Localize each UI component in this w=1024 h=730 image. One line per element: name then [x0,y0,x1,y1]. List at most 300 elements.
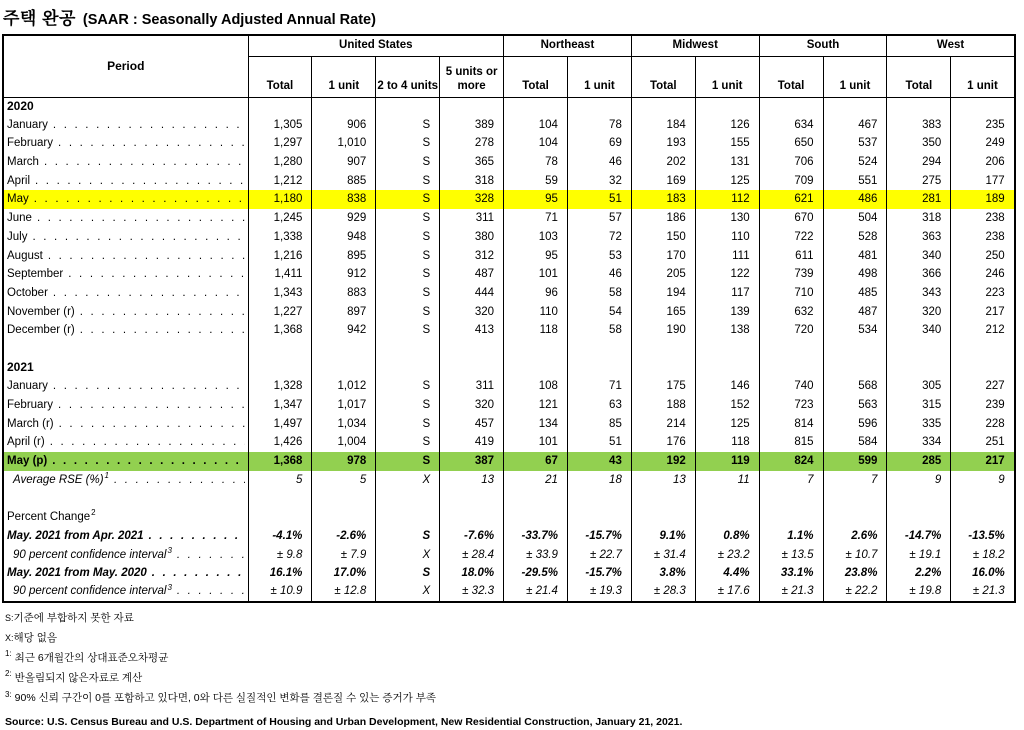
value-cell: 350 [887,134,951,153]
period-label: Average RSE (%)$^1$ [13,470,109,486]
value-cell: 419 [440,433,504,452]
dot-leader [55,399,244,412]
value-cell: ± 19.1 [887,546,951,565]
period-cell [3,153,248,172]
value-cell: 32 [567,172,631,191]
value-cell: S [376,396,440,415]
table-row [3,116,1015,135]
value-cell: 194 [631,284,695,303]
period-cell [3,433,248,452]
period-cell [3,546,248,565]
value-cell: 366 [887,265,951,284]
spacer-row [3,489,1015,508]
value-cell: 2.6% [823,527,887,546]
value-cell: 126 [695,116,759,135]
col-header-ne-total: Total [504,56,568,97]
table-body [3,97,1015,602]
value-cell: -4.1% [248,527,312,546]
value-cell: 63 [567,396,631,415]
value-cell: 343 [887,284,951,303]
footnote-marker: S: [5,612,14,623]
value-cell [567,508,631,527]
value-cell: 7 [823,471,887,490]
value-cell: 51 [567,190,631,209]
footnote-marker: 1 [104,470,109,480]
value-cell: 1,227 [248,303,312,322]
value-cell: 340 [887,247,951,266]
table-row [3,247,1015,266]
value-cell: S [376,172,440,191]
value-cell: 175 [631,377,695,396]
value-cell: 815 [759,433,823,452]
value-cell [567,359,631,378]
col-header-mw-total: Total [631,56,695,97]
value-cell: 1,004 [312,433,376,452]
value-cell: 3.8% [631,564,695,583]
period-label: January [7,118,48,131]
value-cell: 1,368 [248,321,312,340]
value-cell [759,489,823,508]
period-cell [3,190,248,209]
value-cell: 885 [312,172,376,191]
value-cell: 110 [504,303,568,322]
value-cell [887,97,951,116]
value-cell: ± 18.2 [951,546,1015,565]
value-cell [759,340,823,359]
value-cell: 1,216 [248,247,312,266]
value-cell [567,97,631,116]
value-cell: 146 [695,377,759,396]
value-cell: 632 [759,303,823,322]
footnote-text: 해당 없음 [13,631,58,644]
value-cell: ± 13.5 [759,546,823,565]
period-cell [3,134,248,153]
value-cell: 251 [951,433,1015,452]
period-cell [3,172,248,191]
value-cell [887,340,951,359]
value-cell: 188 [631,396,695,415]
period-column-header: Period [3,35,248,97]
value-cell: 1,411 [248,265,312,284]
value-cell: 906 [312,116,376,135]
value-cell: 413 [440,321,504,340]
period-label: February [7,399,54,412]
value-cell: 9 [951,471,1015,490]
value-cell [248,340,312,359]
value-cell: 202 [631,153,695,172]
value-cell [695,97,759,116]
value-cell: -29.5% [504,564,568,583]
value-cell: 165 [631,303,695,322]
footnote-line [5,669,1024,685]
value-cell: 16.1% [248,564,312,583]
dot-leader [56,418,245,431]
value-cell: -33.7% [504,527,568,546]
value-cell: 389 [440,116,504,135]
value-cell: 650 [759,134,823,153]
value-cell: 214 [631,415,695,434]
table-row [3,321,1015,340]
value-cell: 467 [823,116,887,135]
value-cell: 228 [951,415,1015,434]
value-cell: 363 [887,228,951,247]
value-cell: 722 [759,228,823,247]
period-label: 90 percent confidence interval$^3$ [13,582,172,598]
value-cell [248,359,312,378]
value-cell [567,489,631,508]
value-cell: 444 [440,284,504,303]
period-label: October [7,286,48,299]
value-cell: 312 [440,247,504,266]
group-header-northeast: Northeast [504,35,632,56]
table-row [3,228,1015,247]
dot-leader [45,250,245,263]
period-cell [3,471,248,490]
value-cell: 13 [631,471,695,490]
value-cell: 176 [631,433,695,452]
value-cell: 563 [823,396,887,415]
period-cell [3,377,248,396]
header-group-row [3,35,1015,56]
period-label: 2021 [7,360,34,375]
table-row [3,209,1015,228]
value-cell: 121 [504,396,568,415]
value-cell: 895 [312,247,376,266]
value-cell: 739 [759,265,823,284]
table-row [3,359,1015,378]
table-row [3,508,1015,527]
dot-leader [174,549,245,562]
value-cell: 108 [504,377,568,396]
value-cell: 130 [695,209,759,228]
value-cell: S [376,284,440,303]
table-row [3,583,1015,602]
value-cell: 504 [823,209,887,228]
value-cell: 117 [695,284,759,303]
value-cell: 599 [823,452,887,471]
value-cell: -13.5% [951,527,1015,546]
value-cell: ± 21.3 [951,583,1015,602]
value-cell: 1,305 [248,116,312,135]
value-cell: 824 [759,452,823,471]
value-cell [312,489,376,508]
value-cell: ± 9.8 [248,546,312,565]
value-cell: 134 [504,415,568,434]
period-label: January [7,380,48,393]
value-cell: 2.2% [887,564,951,583]
dot-leader [32,175,244,188]
page-title-english: (SAAR : Seasonally Adjusted Annual Rate) [82,12,376,28]
value-cell: 110 [695,228,759,247]
value-cell: 125 [695,415,759,434]
value-cell: 104 [504,134,568,153]
value-cell: ± 31.4 [631,546,695,565]
page-title [3,4,1024,29]
value-cell: 814 [759,415,823,434]
value-cell: 596 [823,415,887,434]
footnote-marker: 3 [167,545,172,555]
col-header-west-1unit: 1 unit [951,56,1015,97]
period-cell [3,340,248,359]
period-label: 2020 [7,99,34,113]
value-cell: 710 [759,284,823,303]
footnote-marker: X: [5,632,14,643]
value-cell: 246 [951,265,1015,284]
value-cell: 5 [312,471,376,490]
value-cell: 53 [567,247,631,266]
value-cell: 23.8% [823,564,887,583]
value-cell: 1.1% [759,527,823,546]
housing-completions-table [2,34,1016,603]
period-cell [3,321,248,340]
value-cell: 340 [887,321,951,340]
value-cell [504,508,568,527]
value-cell: 46 [567,153,631,172]
value-cell: 0.8% [695,527,759,546]
table-row [3,433,1015,452]
value-cell: 723 [759,396,823,415]
period-label: September [7,268,64,281]
value-cell: 1,212 [248,172,312,191]
value-cell: ± 32.3 [440,583,504,602]
page-title-korean: 주택 완공 [3,9,76,28]
dot-leader [149,567,245,580]
dot-leader [29,231,244,244]
value-cell: 239 [951,396,1015,415]
dot-leader [49,455,244,468]
value-cell [440,359,504,378]
value-cell: 487 [440,265,504,284]
table-row [3,546,1015,565]
dot-leader [174,585,245,598]
footnote-line [5,632,1024,645]
value-cell: 71 [504,209,568,228]
col-header-us-2to4: 2 to 4 units [376,56,440,97]
value-cell: S [376,116,440,135]
table-row [3,527,1015,546]
table-row [3,134,1015,153]
value-cell [631,359,695,378]
value-cell [823,508,887,527]
period-label: May. 2021 from May. 2020 [7,567,147,580]
value-cell: 1,338 [248,228,312,247]
value-cell [376,340,440,359]
value-cell: 155 [695,134,759,153]
table-row [3,190,1015,209]
value-cell: 249 [951,134,1015,153]
value-cell: 58 [567,284,631,303]
period-cell [3,527,248,546]
dot-leader [47,436,245,449]
value-cell: 1,010 [312,134,376,153]
value-cell: 17.0% [312,564,376,583]
value-cell: 192 [631,452,695,471]
value-cell: X [376,583,440,602]
value-cell: -14.7% [887,527,951,546]
value-cell [631,489,695,508]
value-cell: 1,343 [248,284,312,303]
footnote-marker: 2 [91,508,96,518]
value-cell: 334 [887,433,951,452]
value-cell [504,359,568,378]
value-cell: 103 [504,228,568,247]
period-label: August [7,249,43,262]
value-cell: ± 28.4 [440,546,504,565]
value-cell: 838 [312,190,376,209]
table-row [3,377,1015,396]
value-cell: ± 28.3 [631,583,695,602]
value-cell: 118 [695,433,759,452]
table-row [3,172,1015,191]
value-cell: 481 [823,247,887,266]
value-cell: S [376,415,440,434]
value-cell: 537 [823,134,887,153]
value-cell: 528 [823,228,887,247]
value-cell: 1,280 [248,153,312,172]
value-cell: 486 [823,190,887,209]
value-cell: 46 [567,265,631,284]
value-cell: 59 [504,172,568,191]
table-row [3,265,1015,284]
value-cell: 1,017 [312,396,376,415]
value-cell: S [376,377,440,396]
value-cell: 318 [887,209,951,228]
value-cell: ± 23.2 [695,546,759,565]
period-cell [3,452,248,471]
value-cell: 706 [759,153,823,172]
value-cell [376,508,440,527]
value-cell [248,508,312,527]
group-header-midwest: Midwest [631,35,759,56]
table-header [3,35,1015,97]
value-cell [759,97,823,116]
period-label: February [7,137,54,150]
value-cell [440,340,504,359]
value-cell: 281 [887,190,951,209]
value-cell: 1,034 [312,415,376,434]
value-cell: 217 [951,452,1015,471]
value-cell [504,489,568,508]
value-cell: 18.0% [440,564,504,583]
footnote-line [5,649,1024,665]
footnote-text: 90% 신뢰 구간이 0를 포함하고 있다면, 0와 다른 실질적인 변화를 결론질 수 있는 증거가 부족 [14,692,436,705]
footnote-marker: 1: [5,649,12,659]
value-cell: 205 [631,265,695,284]
value-cell: 634 [759,116,823,135]
value-cell: 170 [631,247,695,266]
value-cell: S [376,564,440,583]
table-row [3,284,1015,303]
value-cell: 1,245 [248,209,312,228]
period-cell [3,209,248,228]
value-cell: 7 [759,471,823,490]
dot-leader [34,212,245,225]
value-cell: 315 [887,396,951,415]
value-cell: S [376,527,440,546]
value-cell: 275 [887,172,951,191]
value-cell: 709 [759,172,823,191]
period-cell [3,303,248,322]
footnote-line [5,612,1024,625]
value-cell: 112 [695,190,759,209]
dot-leader [77,324,245,337]
value-cell: 85 [567,415,631,434]
period-cell [3,508,248,527]
value-cell: 320 [440,303,504,322]
value-cell: 5 [248,471,312,490]
value-cell: 9.1% [631,527,695,546]
value-cell: 104 [504,116,568,135]
value-cell: 1,012 [312,377,376,396]
value-cell: ± 21.4 [504,583,568,602]
footnote-marker: 3 [167,582,172,592]
value-cell: 883 [312,284,376,303]
dot-leader [65,268,244,281]
period-label: July [7,230,28,243]
value-cell: 51 [567,433,631,452]
value-cell: 186 [631,209,695,228]
value-cell: 18 [567,471,631,490]
value-cell: 485 [823,284,887,303]
value-cell: 4.4% [695,564,759,583]
value-cell: 1,497 [248,415,312,434]
value-cell [376,489,440,508]
col-header-us-total: Total [248,56,312,97]
dot-leader [55,137,244,150]
value-cell: ± 10.7 [823,546,887,565]
value-cell: 584 [823,433,887,452]
value-cell: 720 [759,321,823,340]
value-cell: 278 [440,134,504,153]
value-cell: S [376,209,440,228]
value-cell: 169 [631,172,695,191]
value-cell: 311 [440,377,504,396]
source-line: Source: U.S. Census Bureau and U.S. Department of Housing and Urban Development, New Residential Construction, January 21, 2021. [5,716,683,729]
value-cell [631,508,695,527]
value-cell: 138 [695,321,759,340]
footnote-text: 최근 6개월간의 상대표준오차평균 [14,651,169,664]
period-cell [3,116,248,135]
value-cell: -2.6% [312,527,376,546]
value-cell: 33.1% [759,564,823,583]
value-cell [312,359,376,378]
value-cell: 131 [695,153,759,172]
value-cell: 11 [695,471,759,490]
value-cell [951,97,1015,116]
value-cell: 311 [440,209,504,228]
value-cell [823,340,887,359]
value-cell [823,489,887,508]
value-cell: 78 [504,153,568,172]
period-cell [3,284,248,303]
period-label: April [7,174,31,187]
value-cell: 43 [567,452,631,471]
footnotes [5,612,1024,706]
period-label: May (p) [7,455,48,468]
col-header-south-1unit: 1 unit [823,56,887,97]
value-cell: 78 [567,116,631,135]
value-cell: S [376,321,440,340]
period-label: March [7,156,39,169]
value-cell [695,340,759,359]
value-cell: 1,180 [248,190,312,209]
value-cell: ± 19.3 [567,583,631,602]
dot-leader [50,287,245,300]
value-cell: 380 [440,228,504,247]
value-cell: 125 [695,172,759,191]
value-cell: 978 [312,452,376,471]
value-cell: 71 [567,377,631,396]
